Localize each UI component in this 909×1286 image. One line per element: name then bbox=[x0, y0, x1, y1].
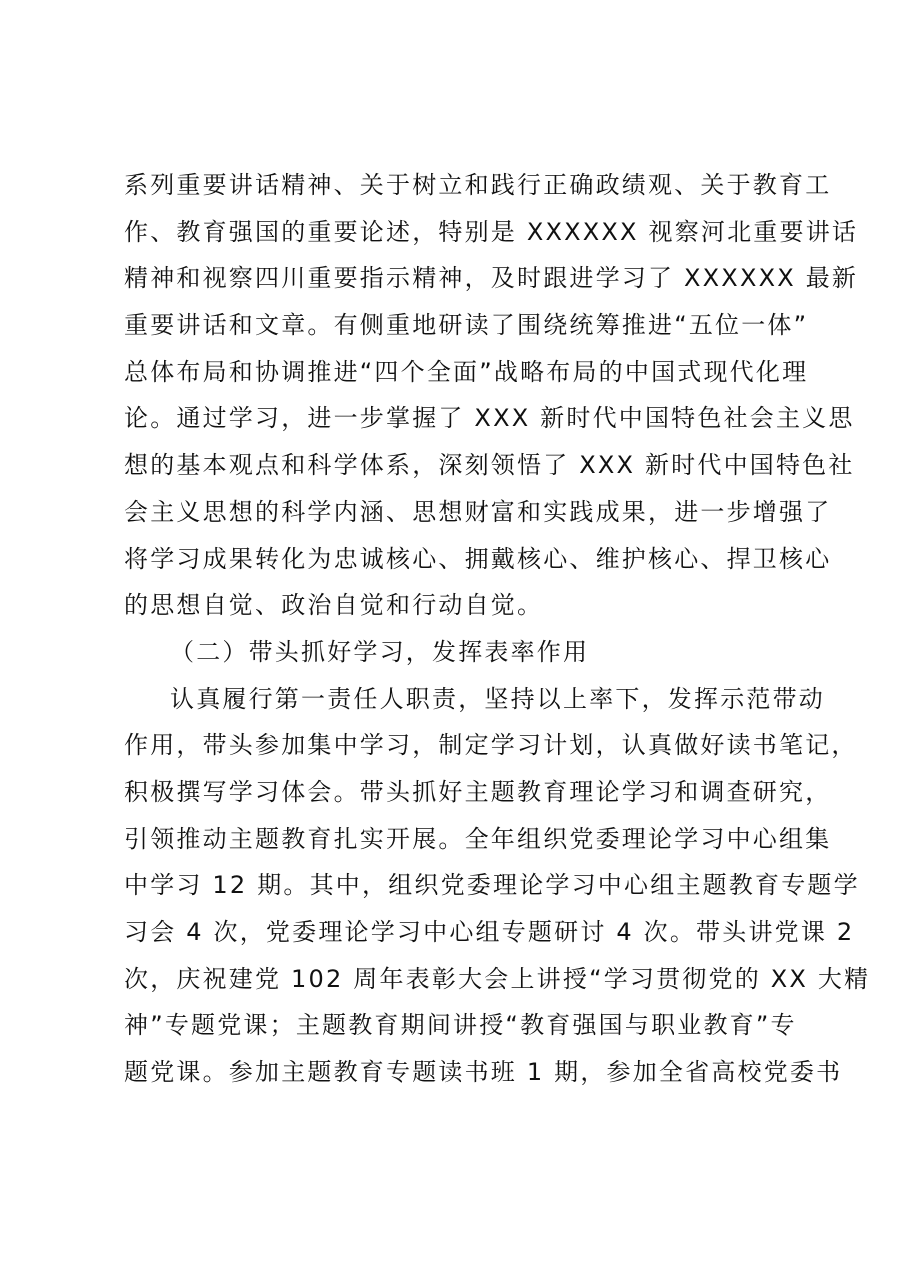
text-line: 引领推动主题教育扎实开展。全年组织党委理论学习中心组集 bbox=[124, 824, 832, 853]
text-line: 的思想自觉、政治自觉和行动自觉。 bbox=[124, 591, 544, 620]
paragraph-first-line: 认真履行第一责任人职责，坚持以上率下，发挥示范带动 bbox=[170, 684, 825, 713]
text-line: 积极撰写学习体会。带头抓好主题教育理论学习和调查研究， bbox=[124, 777, 832, 806]
text-line: 次，庆祝建党 102 周年表彰大会上讲授“学习贯彻党的 XX 大精 bbox=[124, 964, 871, 993]
text-line: 系列重要讲话精神、关于树立和践行正确政绩观、关于教育工 bbox=[124, 171, 832, 199]
section-heading: （二）带头抓好学习，发挥表率作用 bbox=[170, 637, 590, 666]
text-line: 题党课。参加主题教育专题读书班 1 期，参加全省高校党委书 bbox=[124, 1058, 843, 1087]
text-line: 论。通过学习，进一步掌握了 XXX 新时代中国特色社会主义思 bbox=[124, 404, 855, 433]
text-line: 想的基本观点和科学体系，深刻领悟了 XXX 新时代中国特色社 bbox=[124, 451, 855, 480]
text-line: 作、教育强国的重要论述，特别是 XXXXXX 视察河北重要讲话 bbox=[124, 217, 859, 246]
body-text bbox=[124, 162, 871, 1096]
text-line: 作用，带头参加集中学习，制定学习计划，认真做好读书笔记， bbox=[124, 731, 858, 760]
text-line: 中学习 12 期。其中，组织党委理论学习中心组主题教育专题学 bbox=[124, 871, 860, 900]
text-line: 重要讲话和文章。有侧重地研读了围绕统筹推进“五位一体” bbox=[124, 311, 809, 340]
text-line: 精神和视察四川重要指示精神，及时跟进学习了 XXXXXX 最新 bbox=[124, 264, 859, 293]
text-line: 神”专题党课；主题教育期间讲授“教育强国与职业教育”专 bbox=[124, 1011, 797, 1040]
text-line: 将学习成果转化为忠诚核心、拥戴核心、维护核心、捍卫核心 bbox=[124, 544, 832, 573]
text-line: 会主义思想的科学内涵、思想财富和实践成果，进一步增强了 bbox=[124, 497, 832, 526]
text-line: 习会 4 次，党委理论学习中心组专题研讨 4 次。带头讲党课 2 bbox=[124, 918, 855, 946]
text-line: 总体布局和协调推进“四个全面”战略布局的中国式现代化理 bbox=[124, 357, 809, 386]
